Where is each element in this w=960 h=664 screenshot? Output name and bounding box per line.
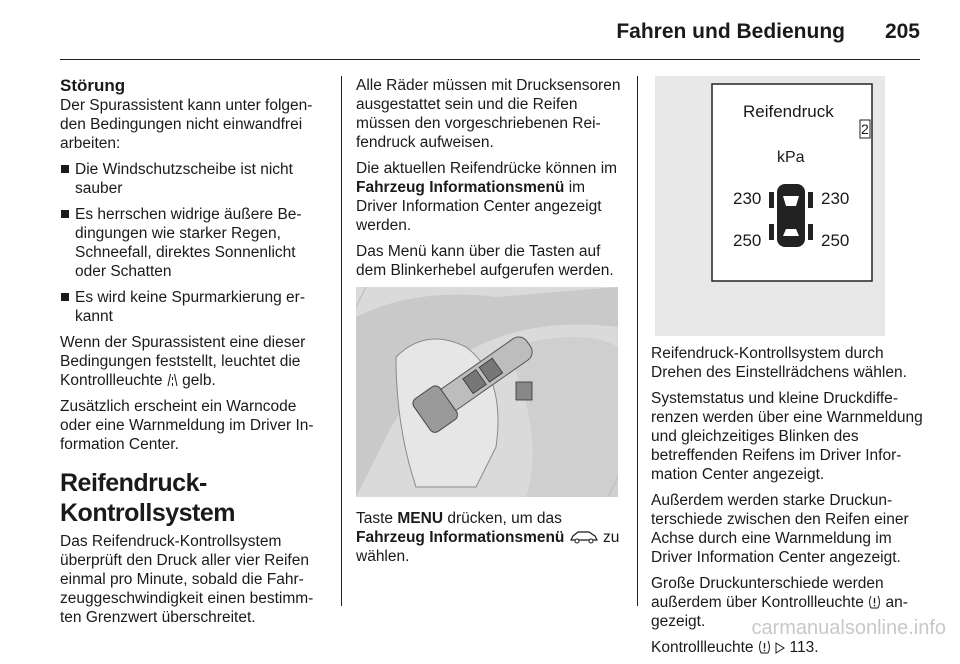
page-number: 205	[884, 20, 920, 43]
vehicle-info-menu-icon	[569, 530, 599, 544]
display-title: Reifendruck	[743, 102, 834, 121]
display-page-index: 2	[861, 121, 869, 137]
paragraph: Systemstatus und kleine Druckdifferenzen werden über eine Warnmeldung und gleichzeitiges Blinken des betreffenden Reifens im Driver Information Center angezeigt.	[651, 390, 923, 483]
pressure-front-left: 230	[733, 189, 762, 208]
list-item: Es herrschen widrige äußere Bedingungen wie starker Regen, Schneefall, direktes Sonnenlicht oder Schatten	[60, 205, 328, 281]
text: drücken, um das	[447, 510, 562, 527]
section-heading-reifendruck: Reifendruck-Kontrollsystem	[60, 469, 235, 527]
lane-assist-icon	[167, 373, 178, 387]
list-item: Die Windschutzscheibe ist nicht sauber	[60, 160, 328, 198]
paragraph: Alle Räder müssen mit Drucksensoren ausgestattet sein und die Reifen müssen den vorgeschriebenen Reifendruck aufweisen.	[356, 77, 621, 151]
text: Große Druckunterschiede werden außerdem über Kontrollleuchte	[651, 575, 884, 611]
text: angezeigt.	[651, 594, 908, 630]
turn-signal-lever-illustration	[356, 287, 618, 497]
section-heading-stoerung: Störung	[60, 76, 126, 95]
paragraph: Reifendruck-Kontrollsystem durch Drehen des Einstellrädchens wählen.	[651, 345, 907, 381]
text: Die aktuellen Reifendrücke können im	[356, 160, 618, 177]
watermark: carmanualsonline.info	[751, 617, 946, 639]
paragraph: Zusätzlich erscheint ein Warncode oder eine Warnmeldung im Driver Information Center.	[60, 398, 314, 453]
pressure-front-right: 230	[821, 189, 850, 208]
header-rule	[60, 59, 920, 60]
text: gelb.	[182, 372, 216, 389]
pressure-rear-left: 250	[733, 231, 762, 250]
text: Kontrollleuchte	[651, 639, 754, 656]
text: im Driver Information Center angezeigt werden.	[356, 179, 602, 234]
paragraph	[651, 638, 923, 657]
paragraph: Das Menü kann über die Tasten auf dem Blinkerhebel aufgerufen werden.	[356, 243, 614, 279]
pressure-rear-right: 250	[821, 231, 850, 250]
tire-pressure-warning-icon	[758, 640, 771, 654]
column-1	[60, 76, 328, 634]
paragraph: Der Spurassistent kann unter folgenden Bedingungen nicht einwandfrei arbeiten:	[60, 97, 313, 152]
page-header	[0, 0, 960, 60]
column-3	[651, 76, 923, 664]
paragraph	[356, 509, 628, 566]
menu-button-name: MENU	[397, 510, 444, 527]
page-reference: 113.	[789, 639, 819, 656]
column-divider	[341, 76, 342, 606]
text: Wenn der Spurassistent eine dieser Bedingungen feststellt, leuchtet die Kontrollleuchte	[60, 334, 306, 389]
column-2	[356, 76, 628, 573]
chapter-title: Fahren und Bedienung	[616, 20, 845, 43]
list-item: Es wird keine Spurmarkierung erkannt	[60, 288, 328, 326]
paragraph: Außerdem werden starke Druckunterschiede zwischen den Reifen einer Achse durch eine Warnmeldung im Driver Information Center angezeigt.	[651, 492, 909, 566]
text: Taste	[356, 510, 394, 527]
paragraph	[356, 159, 628, 235]
condition-list	[60, 160, 328, 326]
tire-pressure-warning-icon	[868, 595, 881, 609]
page-reference-arrow-icon	[775, 642, 785, 654]
paragraph	[60, 333, 328, 390]
display-unit: kPa	[777, 149, 805, 166]
column-divider	[637, 76, 638, 606]
text: zu wählen.	[356, 529, 620, 565]
menu-name: Fahrzeug Informationsmenü	[356, 529, 565, 546]
tire-pressure-display	[655, 76, 885, 336]
paragraph: Das Reifendruck-Kontrollsystem überprüft den Druck aller vier Reifen einmal pro Minute, sobald die Fahrzeuggeschwindigkeit einen bestimmten Grenzwert überschreitet.	[60, 533, 314, 626]
menu-name: Fahrzeug Informationsmenü	[356, 179, 565, 196]
